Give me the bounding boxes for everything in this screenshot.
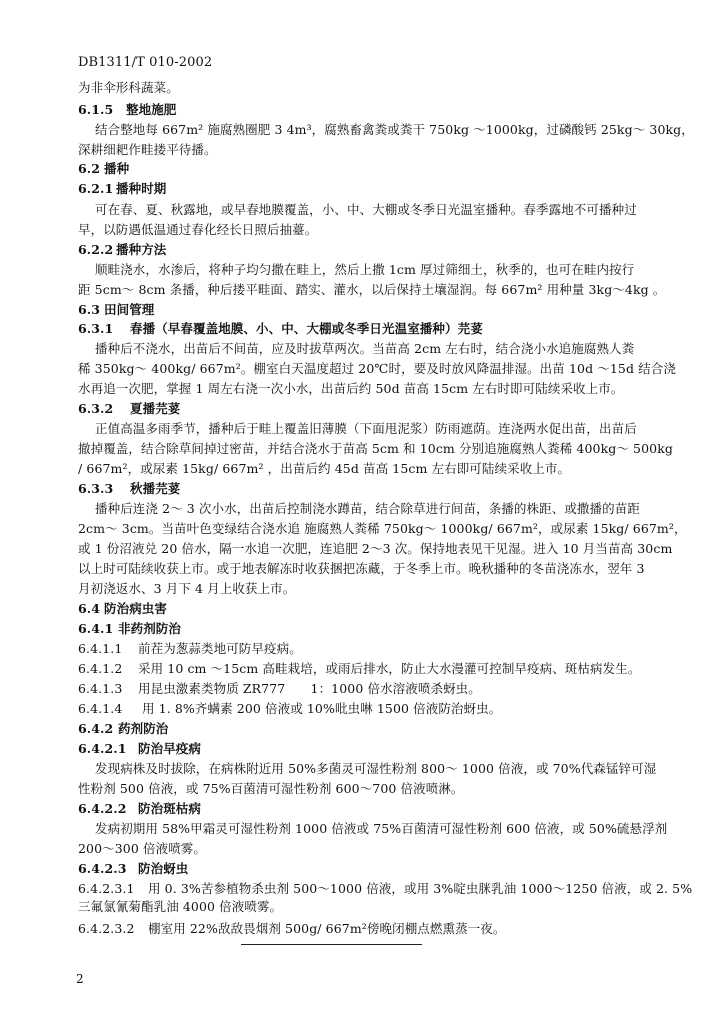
section-title: 药剂防治 (118, 721, 169, 736)
section-title: 播种时期 (116, 181, 167, 196)
section-number: 6.3 (78, 302, 101, 317)
clause-text: 用 0. 3%苦参植物杀虫剂 500～1000 倍液，或用 3%啶虫脒乳油 1000～1250 倍液，或 2. 5% (148, 881, 693, 896)
clause-number: 6.4.1.1 (78, 641, 123, 656)
body-line: 撤掉覆盖，结合除草间掉过密苗，并结合浇水于苗高 5cm 和 10cm 分别追施腐熟人粪稀 400kg～ 500kg (78, 441, 673, 456)
body-line: 为非伞形科蔬菜。 (78, 80, 179, 95)
clause-number: 6.4.1.4 (78, 701, 123, 716)
clause-text: 用昆虫激素类物质 ZR777 1：1000 倍水溶液喷杀蚜虫。 (138, 681, 481, 696)
section-heading (78, 480, 180, 498)
body-line: 可在春、夏、秋露地，或早春地膜覆盖，小、中、大棚或冬季日光温室播种。春季露地不可播种过 (95, 202, 637, 217)
section-title: 田间管理 (104, 302, 155, 317)
section-number: 6.2.1 (78, 181, 114, 196)
section-title: 播种 (104, 161, 130, 176)
section-heading (78, 301, 154, 319)
section-heading (78, 320, 483, 338)
section-heading (78, 860, 188, 878)
section-heading (78, 101, 176, 119)
section-number: 6.4.2.3 (78, 861, 127, 876)
body-line: 三氟氯氰菊酯乳油 4000 倍液喷雾。 (78, 899, 283, 914)
clause-text: 棚室用 22%敌敌畏烟剂 500g/ 667m²傍晚闭棚点燃熏蒸一夜。 (148, 921, 506, 936)
body-line: 正值高温多雨季节，播种后于畦上覆盖旧薄膜（下面甩泥浆）防雨遮荫。连浇两水促出苗，出苗后 (95, 421, 637, 436)
section-title: 春播（早春覆盖地膜、小、中、大棚或冬季日光温室播种）芫荽 (130, 321, 483, 336)
clause-text: 采用 10 cm ～15cm 高畦栽培，或雨后排水，防止大水漫灌可控制早疫病、斑枯病发生。 (138, 661, 641, 676)
body-line: 性粉剂 500 倍液，或 75%百菌清可湿性粉剂 600～700 倍液喷淋。 (78, 781, 464, 796)
body-line: 月初浇返水、3 月下 4 月上收获上市。 (78, 581, 296, 596)
section-number: 6.2.2 (78, 242, 114, 257)
section-title: 整地施肥 (126, 102, 177, 117)
clause-number: 6.4.2.3.2 (78, 921, 135, 936)
section-number: 6.3.3 (78, 481, 114, 496)
body-line: 播种后连浇 2～ 3 次小水，出苗后控制浇水蹲苗，结合除草进行间苗，条播的株距、或撒播的苗距 (95, 501, 640, 516)
section-heading (78, 620, 181, 638)
body-line: 发病初期用 58%甲霜灵可湿性粉剂 1000 倍液或 75%百菌清可湿性粉剂 600 倍液，或 50%硫悬浮剂 (95, 821, 668, 836)
clause-line (78, 880, 692, 898)
section-heading (78, 740, 201, 758)
body-line: 顺畦浇水，水渗后，将种子均匀撒在畦上，然后上撒 1cm 厚过筛细土，秋季的，也可在畦内按行 (95, 262, 635, 277)
body-line: 结合整地每 667m² 施腐熟圈肥 3 4m³，腐熟畜禽粪或粪干 750kg ～1000kg，过磷酸钙 25kg～ 30kg， (95, 122, 694, 137)
section-number: 6.4.2.2 (78, 801, 127, 816)
clause-line (78, 640, 302, 658)
section-number: 6.3.1 (78, 321, 114, 336)
standard-code-header: DB1311/T 010-2002 (78, 55, 213, 70)
body-line: 深耕细耙作畦搂平待播。 (78, 142, 217, 157)
section-title: 防治蚜虫 (138, 861, 189, 876)
section-title: 秋播芫荽 (130, 481, 181, 496)
section-heading (78, 800, 201, 818)
section-number: 6.4.2 (78, 721, 114, 736)
clause-number: 6.4.2.3.1 (78, 881, 135, 896)
body-line: 早，以防遇低温通过春化经长日照后抽薹。 (78, 222, 318, 237)
section-number: 6.3.2 (78, 401, 114, 416)
section-heading (78, 180, 166, 198)
section-title: 防治斑枯病 (138, 801, 202, 816)
body-line: 2cm～ 3cm。当苗叶色变绿结合浇水追 施腐熟人粪稀 750kg～ 1000kg/ 667m²，或尿素 15kg/ 667m²， (78, 521, 687, 536)
section-title: 播种方法 (116, 242, 167, 257)
section-number: 6.4 (78, 601, 101, 616)
section-number: 6.4.2.1 (78, 741, 127, 756)
body-line: 200～300 倍液喷雾。 (78, 841, 206, 856)
clause-line (78, 660, 640, 678)
clause-line (78, 680, 481, 698)
clause-text: 前茬为葱蒜类地可防早疫病。 (138, 641, 302, 656)
section-title: 防治病虫害 (104, 601, 168, 616)
body-line: 水再追一次肥，掌握 1 周左右浇一次小水，出苗后约 50d 苗高 15cm 左右时即可陆续采收上市。 (78, 381, 624, 396)
section-title: 防治早疫病 (138, 741, 202, 756)
section-heading (78, 241, 166, 259)
page-number: 2 (76, 972, 84, 986)
body-line: 或 1 份沼液兑 20 倍水，隔一水追一次肥，连追肥 2～3 次。保持地表见干见湿。进入 10 月当苗高 30cm (78, 541, 673, 556)
end-rule (241, 944, 422, 945)
section-number: 6.1.5 (78, 102, 114, 117)
body-line: 稀 350kg～ 400kg/ 667m²。棚室白天温度超过 20℃时，要及时放风降温排湿。出苗 10d ～15d 结合浇 (78, 361, 676, 376)
clause-line (78, 700, 501, 718)
body-line: / 667m²，或尿素 15kg/ 667m² ，出苗后约 45d 苗高 15cm 左右即可陆续采收上市。 (78, 461, 571, 476)
clause-number: 6.4.1.2 (78, 661, 123, 676)
body-line: 发现病株及时拔除，在病株附近用 50%多菌灵可湿性粉剂 800～ 1000 倍液，或 70%代森锰锌可湿 (95, 761, 657, 776)
clause-text: 用 1. 8%齐螨素 200 倍液或 10%吡虫啉 1500 倍液防治蚜虫。 (142, 701, 502, 716)
section-heading (78, 160, 129, 178)
clause-line (78, 920, 506, 938)
section-number: 6.4.1 (78, 621, 114, 636)
body-line: 以上时可陆续收获上市。或于地表解冻时收获捆把冻藏，于冬季上市。晚秋播种的冬苗浇冻水，翌年 3 (78, 561, 645, 576)
section-title: 非药剂防治 (118, 621, 182, 636)
section-heading (78, 400, 180, 418)
section-number: 6.2 (78, 161, 101, 176)
section-heading (78, 720, 168, 738)
section-title: 夏播芫荽 (130, 401, 181, 416)
clause-number: 6.4.1.3 (78, 681, 123, 696)
body-line: 距 5cm～ 8cm 条播，种后搂平畦面、踏实、灌水，以后保持土壤湿润。每 667m² 用种量 3kg～4kg 。 (78, 282, 666, 297)
body-line: 播种后不浇水，出苗后不间苗，应及时拔草两次。当苗高 2cm 左右时，结合浇小水追施腐熟人粪 (95, 341, 635, 356)
section-heading (78, 600, 167, 618)
